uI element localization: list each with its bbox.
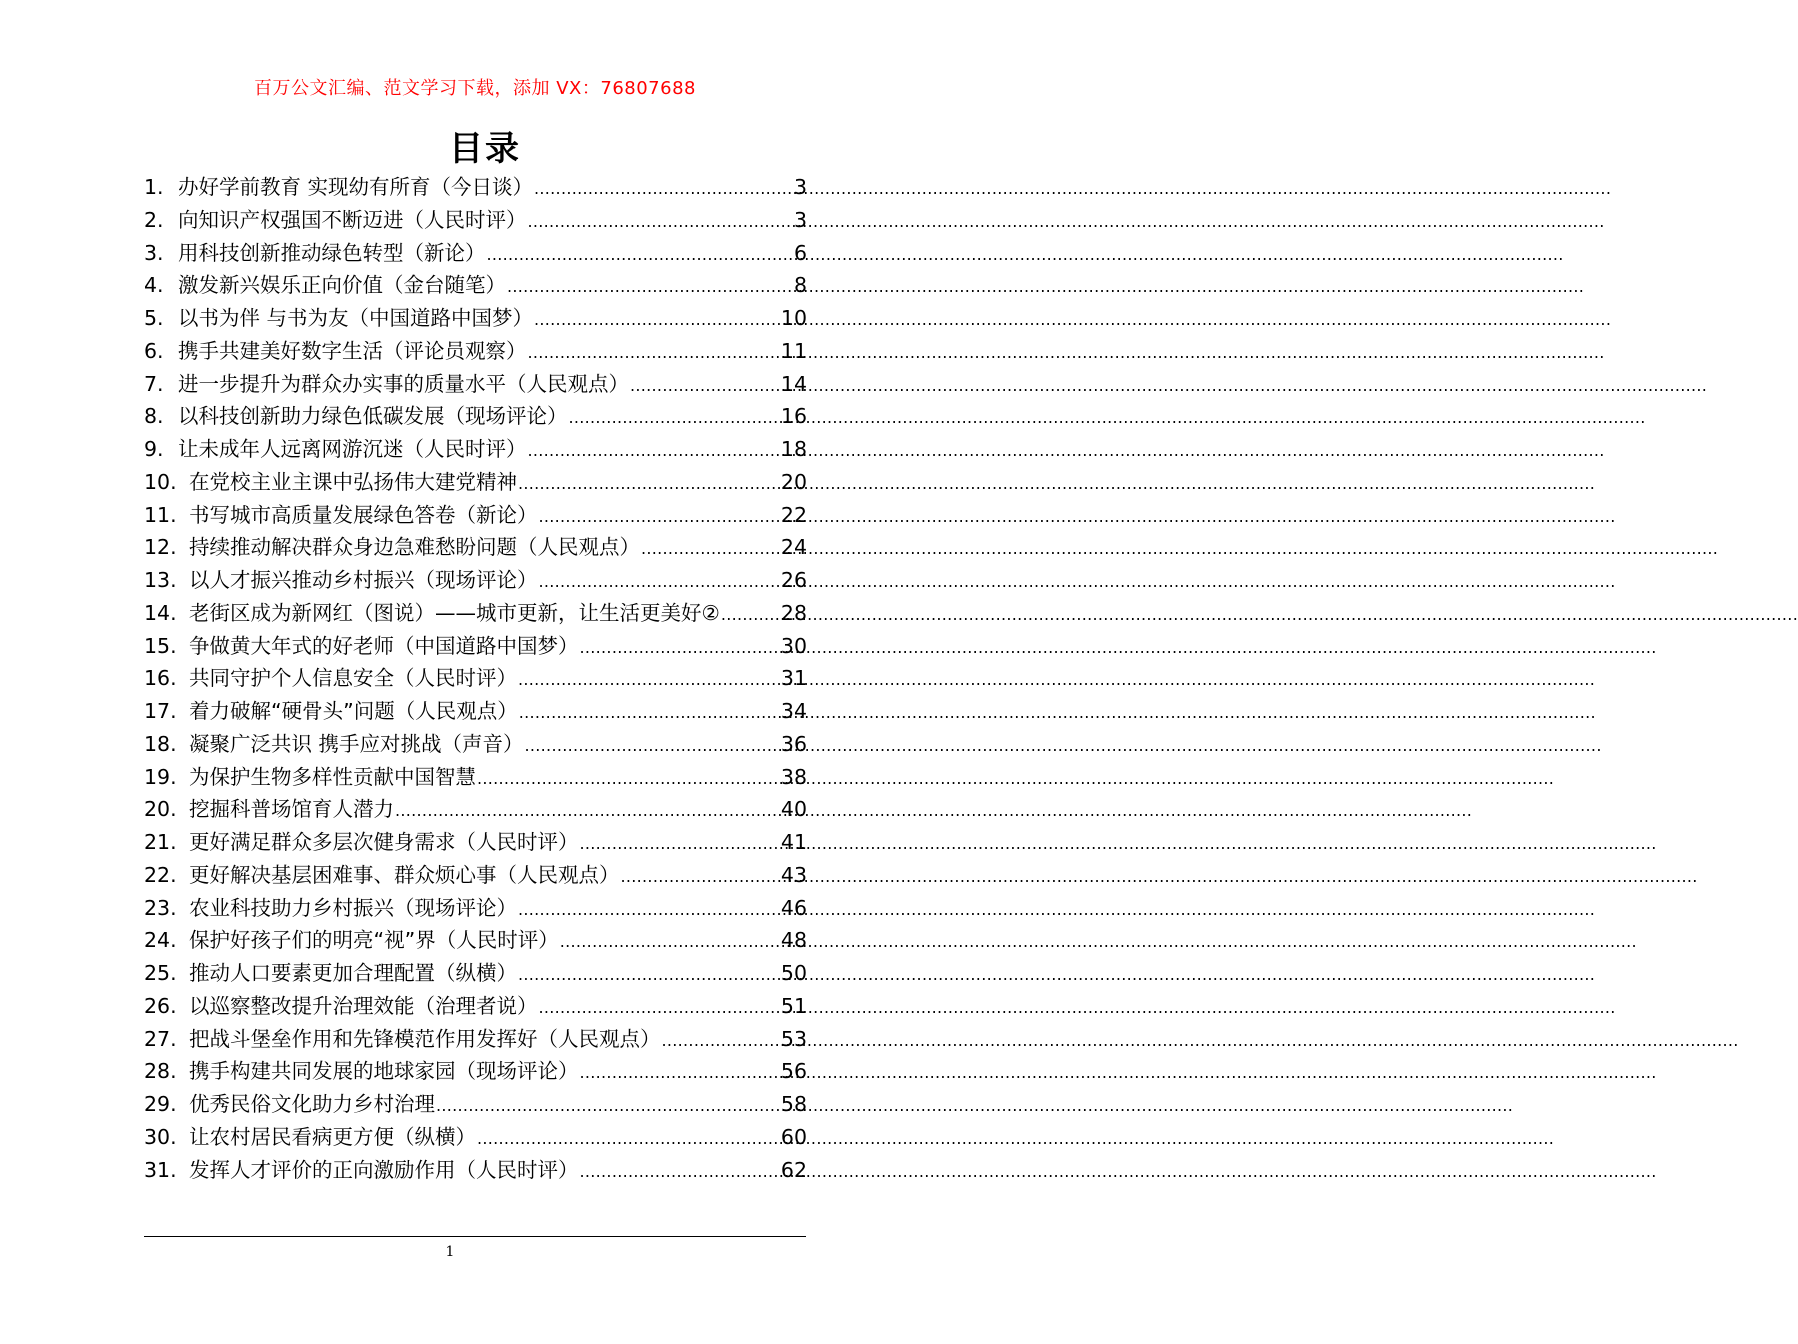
toc-entry-title: 更好解决基层困难事、群众烦心事（人民观点） (189, 862, 620, 887)
toc-entry-number: 3. (144, 240, 164, 265)
toc-entry-title: 共同守护个人信息安全（人民时评） (189, 666, 517, 691)
toc-entry[interactable] (144, 433, 807, 466)
toc-entry-page: 30 (780, 633, 807, 658)
toc-dot-leader (518, 468, 780, 501)
toc-entry-title: 以巡察整改提升治理效能（治理者说） (189, 993, 538, 1018)
toc-dot-leader (580, 828, 780, 861)
toc-dot-leader (528, 435, 780, 468)
toc-entry[interactable] (144, 204, 807, 237)
toc-entry-number: 21. (144, 830, 177, 854)
toc-dot-leader (525, 730, 780, 763)
toc-entry-number: 27. (144, 1026, 177, 1051)
toc-dot-leader (518, 664, 780, 697)
header-contact-note: 百万公文汇编、范文学习下载，添加 VX：76807688 (254, 78, 696, 99)
toc-dot-leader (477, 763, 780, 796)
toc-entry-page: 11 (780, 338, 807, 363)
toc-entry[interactable] (144, 892, 807, 925)
toc-entry-page: 58 (780, 1092, 807, 1116)
toc-entry-page: 51 (780, 993, 807, 1018)
toc-dot-leader (621, 861, 780, 894)
toc-entry-number: 8. (144, 404, 164, 429)
toc-entry[interactable] (144, 597, 807, 630)
toc-entry[interactable] (144, 237, 807, 270)
toc-entry-page: 34 (780, 699, 807, 723)
toc-entry-page: 14 (780, 371, 807, 396)
toc-entry-page: 16 (780, 404, 807, 429)
toc-entry-title: 发挥人才评价的正向激励作用（人民时评） (189, 1157, 579, 1182)
toc-dot-leader (662, 1025, 780, 1058)
toc-entry-number: 19. (144, 764, 177, 789)
toc-dot-leader (630, 370, 780, 403)
toc-entry[interactable] (144, 499, 807, 532)
toc-entry-page: 50 (780, 961, 807, 985)
toc-dot-leader (539, 566, 780, 599)
toc-entry-title: 着力破解“硬骨头”问题（人民观点） (189, 699, 518, 723)
toc-entry-title: 以书为伴 与书为友（中国道路中国梦） (178, 306, 534, 330)
toc-entry-page: 28 (780, 600, 807, 625)
toc-title: 目录 (449, 129, 521, 169)
toc-entry-number: 9. (144, 437, 164, 461)
toc-dot-leader (395, 795, 780, 828)
toc-entry-page: 24 (780, 535, 807, 560)
toc-entry-number: 18. (144, 731, 177, 756)
toc-entry-title: 进一步提升为群众办实事的质量水平（人民观点） (178, 371, 629, 396)
toc-entry-title: 凝聚广泛共识 携手应对挑战（声音） (189, 731, 524, 756)
toc-entry[interactable] (144, 564, 807, 597)
toc-entry-number: 6. (144, 338, 164, 363)
toc-entry-page: 36 (780, 731, 807, 756)
toc-entry[interactable] (144, 630, 807, 663)
toc-entry-number: 28. (144, 1059, 177, 1084)
toc-dot-leader (560, 926, 780, 959)
toc-entry-title: 激发新兴娱乐正向价值（金台随笔） (178, 273, 506, 298)
toc-entry-page: 43 (780, 862, 807, 887)
toc-dot-leader (721, 599, 780, 632)
toc-entry-page: 10 (780, 306, 807, 330)
toc-entry-number: 1. (144, 175, 164, 199)
toc-entry-title: 更好满足群众多层次健身需求（人民时评） (189, 830, 579, 854)
toc-entry-page: 48 (780, 928, 807, 953)
toc-entry-number: 4. (144, 273, 164, 298)
toc-entry[interactable] (144, 957, 807, 990)
page-number: 1 (445, 1244, 455, 1260)
toc-entry-title: 优秀民俗文化助力乡村治理 (189, 1092, 435, 1116)
toc-entry-title: 挖掘科普场馆育人潜力 (189, 797, 394, 822)
toc-entry-number: 31. (144, 1157, 177, 1182)
toc-dot-leader (569, 402, 780, 435)
toc-entry-title: 把战斗堡垒作用和先锋模范作用发挥好（人民观点） (189, 1026, 661, 1051)
toc-entry-title: 农业科技助力乡村振兴（现场评论） (189, 895, 517, 920)
toc-entry-page: 60 (780, 1124, 807, 1149)
toc-entry-title: 让农村居民看病更方便（纵横） (189, 1124, 476, 1149)
toc-dot-leader (477, 1123, 780, 1156)
toc-dot-leader (518, 894, 780, 927)
toc-entry-title: 以科技创新助力绿色低碳发展（现场评论） (178, 404, 568, 429)
toc-entry-page: 31 (780, 666, 807, 691)
footer-divider (144, 1236, 806, 1237)
toc-entry-number: 11. (144, 502, 177, 527)
toc-entry-page: 40 (780, 797, 807, 822)
toc-entry-page: 53 (780, 1026, 807, 1051)
toc-entry[interactable] (144, 269, 807, 302)
toc-entry-number: 26. (144, 993, 177, 1018)
toc-entry-number: 12. (144, 535, 177, 560)
toc-entry-number: 13. (144, 568, 177, 592)
toc-dot-leader (539, 501, 780, 534)
toc-dot-leader (518, 959, 780, 992)
toc-entry-title: 保护好孩子们的明亮“视”界（人民时评） (189, 928, 559, 953)
toc-entry[interactable] (144, 662, 807, 695)
toc-entry-title: 推动人口要素更加合理配置（纵横） (189, 961, 517, 985)
toc-entry[interactable] (144, 793, 807, 826)
toc-dot-leader (528, 206, 793, 239)
toc-entry-number: 30. (144, 1124, 177, 1149)
toc-entry-title: 在党校主业主课中弘扬伟大建党精神 (189, 469, 517, 494)
toc-entry-page: 3 (793, 175, 807, 199)
toc-entry[interactable] (144, 1121, 807, 1154)
toc-entry-number: 17. (144, 699, 177, 723)
toc-entry-page: 38 (780, 764, 807, 789)
toc-entry-title: 办好学前教育 实现幼有所育（今日谈） (178, 175, 534, 199)
toc-entry[interactable] (144, 990, 807, 1023)
toc-entry[interactable] (144, 171, 807, 204)
toc-dot-leader (641, 533, 780, 566)
toc-entry[interactable] (144, 531, 807, 564)
toc-entry-title: 争做黄大年式的好老师（中国道路中国梦） (189, 633, 579, 658)
toc-entry-page: 18 (780, 437, 807, 461)
toc-dot-leader (507, 271, 793, 304)
toc-entry[interactable] (144, 368, 807, 401)
toc-entry-number: 2. (144, 207, 164, 232)
toc-entry[interactable] (144, 1154, 807, 1187)
toc-dot-leader (534, 173, 793, 206)
toc-entry[interactable] (144, 1023, 807, 1056)
toc-entry-title: 持续推动解决群众身边急难愁盼问题（人民观点） (189, 535, 640, 560)
toc-entry-number: 29. (144, 1092, 177, 1116)
toc-entry-number: 20. (144, 797, 177, 822)
toc-entry-title: 让未成年人远离网游沉迷（人民时评） (178, 437, 527, 461)
toc-entry-number: 25. (144, 961, 177, 985)
toc-dot-leader (580, 632, 780, 665)
toc-entry-number: 22. (144, 862, 177, 887)
toc-entry-page: 8 (793, 273, 807, 298)
toc-entry-number: 16. (144, 666, 177, 691)
toc-dot-leader (519, 697, 780, 730)
toc-entry-title: 用科技创新推动绿色转型（新论） (178, 240, 486, 265)
toc-entry[interactable] (144, 761, 807, 794)
toc-dot-leader (539, 992, 780, 1025)
toc-dot-leader (436, 1090, 780, 1123)
toc-entry-number: 5. (144, 306, 164, 330)
toc-entry-number: 23. (144, 895, 177, 920)
toc-entry[interactable] (144, 695, 807, 728)
toc-entry-title: 为保护生物多样性贡献中国智慧 (189, 764, 476, 789)
toc-entry-page: 62 (780, 1157, 807, 1182)
toc-entry-page: 6 (793, 240, 807, 265)
toc-entry-page: 41 (780, 830, 807, 854)
toc-entry-title: 老街区成为新网红（图说）——城市更新，让生活更美好② (189, 600, 720, 625)
toc-entry-page: 46 (780, 895, 807, 920)
toc-entry[interactable] (144, 859, 807, 892)
toc-entry-number: 10. (144, 469, 177, 494)
toc-entry[interactable] (144, 400, 807, 433)
toc-entry[interactable] (144, 466, 807, 499)
toc-entry-number: 7. (144, 371, 164, 396)
toc-entry-number: 14. (144, 600, 177, 625)
toc-dot-leader (487, 239, 793, 272)
toc-entry-title: 书写城市高质量发展绿色答卷（新论） (189, 502, 538, 527)
toc-entry-title: 携手共建美好数字生活（评论员观察） (178, 338, 527, 363)
toc-entry[interactable] (144, 1055, 807, 1088)
toc-entry-title: 携手构建共同发展的地球家园（现场评论） (189, 1059, 579, 1084)
toc-entry[interactable] (144, 826, 807, 859)
toc-entry-number: 15. (144, 633, 177, 658)
toc-entry-page: 3 (793, 207, 807, 232)
toc-dot-leader (528, 337, 780, 370)
toc-entry-page: 26 (780, 568, 807, 592)
toc-entry-title: 向知识产权强国不断迈进（人民时评） (178, 207, 527, 232)
toc-entry-page: 20 (780, 469, 807, 494)
toc-list (144, 171, 807, 1186)
toc-entry[interactable] (144, 924, 807, 957)
toc-entry-page: 22 (780, 502, 807, 527)
toc-entry-title: 以人才振兴推动乡村振兴（现场评论） (189, 568, 538, 592)
toc-entry-page: 56 (780, 1059, 807, 1084)
toc-dot-leader (580, 1057, 780, 1090)
toc-entry-number: 24. (144, 928, 177, 953)
toc-entry[interactable] (144, 1088, 807, 1121)
toc-entry[interactable] (144, 728, 807, 761)
toc-entry[interactable] (144, 302, 807, 335)
toc-dot-leader (580, 1156, 780, 1189)
toc-entry[interactable] (144, 335, 807, 368)
toc-dot-leader (534, 304, 780, 337)
